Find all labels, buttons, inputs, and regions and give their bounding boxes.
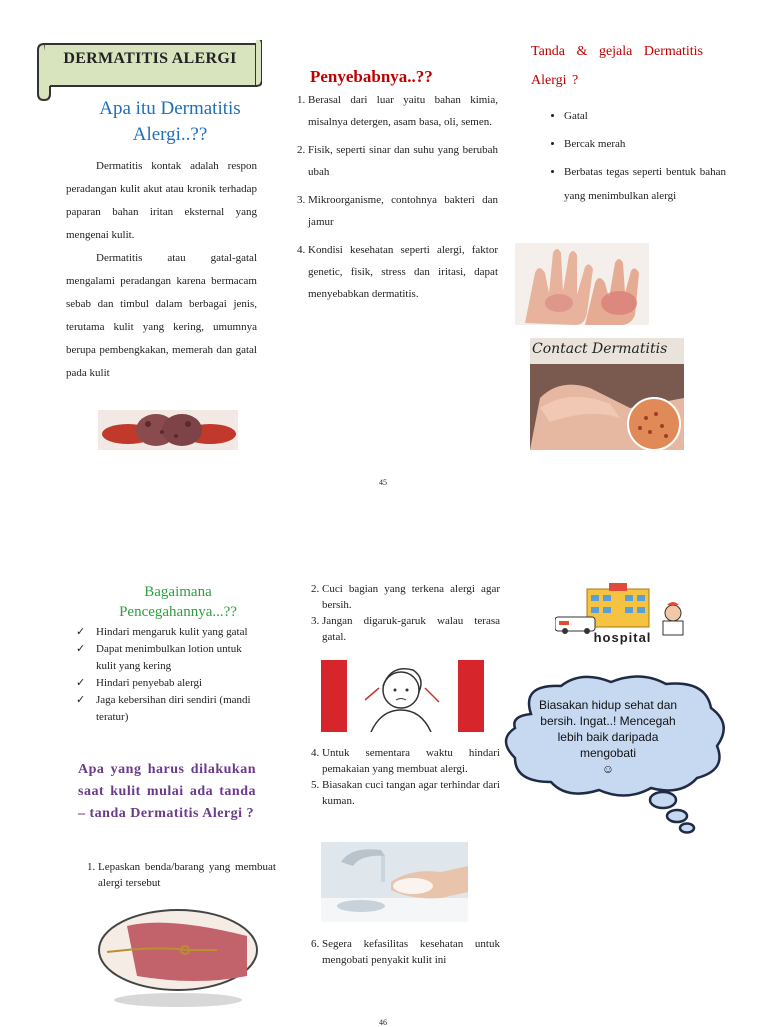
prevent-list (74, 624, 258, 726)
prevent-title: Bagaimana Pencegahannya...?? (119, 584, 237, 620)
prevent-item: ✓ Hindari penyebab alergi (74, 675, 258, 692)
smiley-icon: ☺ (601, 762, 615, 776)
cause-item: 3. Mikroorganisme, contohnya bakteri dan jamur (308, 189, 498, 233)
todo-item: 3. Jangan digaruk-garuk walau terasa gatal. (322, 613, 500, 645)
prevent-item: ✓ Dapat menimbulkan lotion untuk kulit yang kering (76, 643, 242, 672)
bubble-text: Biasakan hidup sehat dan bersih. Ingat..! Mencegah lebih baik daripada mengobati ☺ (536, 697, 680, 777)
todo-title: Apa yang harus dilakukan saat kulit mulai ada tanda – tanda Dermatitis Alergi ? (78, 762, 256, 821)
title-banner (36, 40, 262, 98)
what-title: Apa itu Dermatitis Alergi..?? (99, 98, 241, 145)
check-icon: ✓ (76, 643, 86, 655)
sign-item: • Gatal (564, 104, 726, 128)
todo-list-4 (302, 936, 500, 968)
cause-item: 1. Berasal dari luar yaitu bahan kimia, misalnya detergen, asam basa, oli, semen. (308, 89, 498, 133)
feet-photo (98, 410, 238, 450)
photo-caption: Contact Dermatitis (532, 341, 668, 357)
sign-item: • Bercak merah (564, 132, 726, 156)
check-icon: ✓ (76, 694, 86, 706)
todo-list-2 (302, 581, 500, 645)
todo-list-1 (78, 859, 276, 891)
sign-title: Tanda & gejala Dermatitis Alergi ? (531, 44, 703, 88)
hands-rash-photo (515, 243, 649, 325)
cause-list (290, 89, 498, 311)
page-number: 46 (379, 1018, 387, 1027)
todo-item: 1. Lepaskan benda/barang yang membuat alergi tersebut (98, 859, 276, 891)
prevent-item: ✓ Hindari mengaruk kulit yang gatal (74, 624, 258, 641)
itching-woman-illustration (321, 660, 484, 732)
what-text (66, 155, 257, 385)
page-number: 45 (379, 478, 387, 487)
todo-item: 5. Biasakan cuci tangan agar terhindar dari kuman. (322, 777, 500, 809)
hospital-label: hospital (593, 630, 652, 645)
cause-title: Penyebabnya..?? (310, 67, 433, 86)
todo-item: 2. Cuci bagian yang terkena alergi agar bersih. (322, 581, 500, 613)
banner-title: DERMATITIS ALERGI (63, 50, 237, 67)
what-paragraph-2: Dermatitis atau gatal-gatal mengalami peradangan karena bermacam sebab dan timbul dalam berbagai jenis, terutama kulit yang kering, umumnya berupa pembengkakan, memerah dan gatal pada kulit (66, 252, 257, 379)
todo-list-3 (302, 745, 500, 809)
sign-item: • Berbatas tegas seperti bentuk bahan yang menimbulkan alergi (564, 160, 726, 208)
check-icon: ✓ (76, 626, 86, 638)
cause-item: 2. Fisik, seperti sinar dan suhu yang berubah ubah (308, 139, 498, 183)
todo-item: 6. Segera kefasilitas kesehatan untuk mengobati penyakit kulit ini (322, 936, 500, 968)
arm-rash-photo (97, 906, 259, 1010)
sign-list (542, 104, 726, 212)
prevent-item: ✓ Jaga kebersihan diri sendiri (mandi teratur) (76, 694, 251, 723)
check-icon: ✓ (76, 677, 86, 689)
what-paragraph-1: Dermatitis kontak adalah respon peradangan kulit akut atau kronik terhadap paparan bahan iritan eksternal yang mengenai kulit. (66, 160, 257, 241)
todo-item: 4. Untuk sementara waktu hindari pemakaian yang membuat alergi. (322, 745, 500, 777)
handwashing-photo (321, 842, 468, 922)
cause-item: 4. Kondisi kesehatan seperti alergi, faktor genetic, fisik, stress dan iritasi, dapat menyebabkan dermatitis. (308, 239, 498, 305)
